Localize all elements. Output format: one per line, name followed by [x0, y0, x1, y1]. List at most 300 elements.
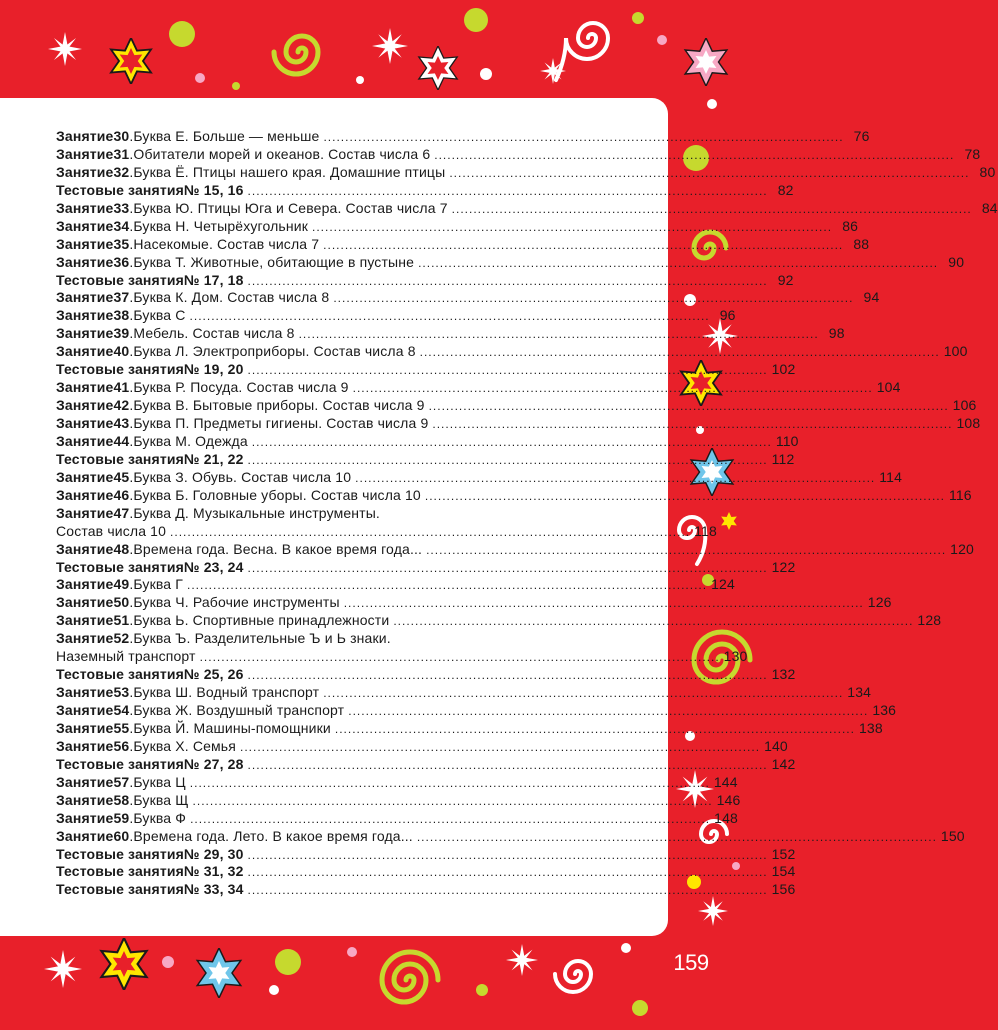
toc-entry	[56, 881, 796, 899]
entry-title: Буква Ъ. Разделительные Ъ и Ь знаки.	[133, 630, 391, 647]
lime-dot	[632, 1000, 648, 1016]
toc-entry	[56, 666, 796, 684]
lime-dot	[275, 949, 301, 975]
entry-sep: .	[129, 684, 134, 701]
entry-title: Буква Л. Электроприборы. Состав числа 8	[133, 343, 416, 360]
entry-sep: .	[129, 253, 134, 270]
sparkle-icon	[44, 950, 82, 988]
white-dot	[621, 943, 631, 953]
entry-number: 30	[113, 128, 130, 144]
entry-sep: .	[129, 307, 134, 324]
lime-dot	[476, 984, 488, 996]
entry-page: 114	[879, 468, 903, 485]
entry-title: Буква Г	[133, 576, 183, 593]
pink-dot	[347, 947, 357, 957]
entry-number: 47	[113, 504, 130, 521]
toc-entry	[56, 307, 736, 325]
leader-dots: ........................................................................................................................	[247, 757, 768, 772]
entry-number: 56	[113, 737, 130, 754]
entry-page: 78	[964, 145, 981, 162]
toc-entry	[56, 845, 796, 864]
entry-page: 80	[979, 163, 996, 180]
entry-number: 35	[113, 235, 130, 252]
leader-dots: ........................................................................................................................	[247, 452, 768, 467]
leader-dots: ........................................................................................................................	[333, 291, 854, 306]
star-icon	[197, 948, 241, 998]
entry-number: 36	[113, 253, 130, 270]
entry-page: 122	[771, 558, 796, 575]
entry-sep: .	[129, 397, 134, 414]
entry-sep: .	[129, 594, 134, 611]
leader-dots: ........................................................................................................................	[247, 183, 768, 198]
toc-entry	[56, 809, 738, 828]
entry-sep: .	[129, 486, 134, 503]
toc-entry	[56, 594, 892, 612]
entry-number: 57	[113, 773, 130, 790]
entry-number: № 19, 20	[183, 361, 244, 378]
white-dot	[480, 68, 492, 80]
entry-page: 100	[943, 343, 968, 360]
entry-number: 45	[113, 468, 130, 485]
entry-page: 76	[853, 128, 870, 144]
page-number: 159	[673, 950, 709, 975]
white-dot	[269, 985, 279, 995]
entry-number: 39	[113, 325, 130, 342]
entry-title: Буква Т. Животные, обитающие в пустыне	[133, 253, 415, 270]
entry-sep: .	[129, 773, 134, 790]
entry-label: Занятие	[56, 684, 114, 701]
entry-label: Тестовые занятия	[56, 450, 184, 467]
toc-entry	[56, 791, 741, 810]
entry-number: № 15, 16	[183, 181, 244, 198]
entry-page: 144	[713, 773, 738, 790]
entry-title: Буква Ж. Воздушный транспорт	[133, 702, 345, 718]
entry-label: Тестовые занятия	[56, 558, 184, 575]
entry-sep: .	[129, 612, 134, 629]
leader-dots: ........................................................................................................................	[192, 793, 713, 808]
entry-label: Занятие	[56, 163, 114, 180]
entry-number: № 17, 18	[183, 271, 244, 288]
leader-dots: ........................................................................................................................	[247, 363, 768, 378]
entry-page: 138	[858, 719, 883, 736]
entry-label: Занятие	[56, 630, 114, 647]
entry-page: 86	[842, 217, 859, 234]
toc-entry	[56, 181, 794, 200]
entry-number: № 29, 30	[183, 845, 244, 862]
entry-label: Тестовые занятия	[56, 845, 184, 862]
entry-sep: .	[129, 199, 134, 216]
entry-number: 41	[113, 379, 130, 396]
entry-number: 53	[113, 684, 130, 701]
entry-label: Занятие	[56, 145, 114, 162]
entry-label: Занятие	[56, 486, 114, 503]
entry-sep: .	[129, 163, 134, 180]
entry-label: Занятие	[56, 343, 114, 360]
entry-number: 31	[113, 145, 130, 162]
entry-number: 33	[113, 199, 130, 216]
lime-dot	[169, 21, 195, 47]
entry-number: 59	[113, 809, 130, 826]
star-icon	[419, 46, 457, 90]
leader-dots: ........................................................................................................................	[311, 219, 833, 234]
entry-page: 140	[764, 737, 788, 754]
leader-dots: ........................................................................................................................	[298, 327, 819, 342]
entry-page: 154	[771, 863, 796, 880]
toc-entry	[56, 468, 903, 487]
entry-title: Буква З. Обувь. Состав числа 10	[133, 468, 352, 485]
toc-entry	[56, 630, 612, 648]
entry-page: 146	[716, 791, 741, 808]
leader-dots: ........................................................................................................................	[247, 560, 768, 575]
entry-title: Буква Е. Больше — меньше	[133, 128, 320, 144]
entry-page: 110	[775, 432, 799, 449]
entry-title: Буква Ё. Птицы нашего края. Домашние птицы	[133, 163, 446, 180]
entry-title: Времена года. Лето. В какое время года...	[133, 827, 413, 844]
leader-dots: ........................................................................................................................	[426, 542, 947, 557]
swirl-icon	[556, 23, 608, 80]
leader-dots: ........................................................................................................................	[199, 650, 720, 665]
leader-dots: ........................................................................................................................	[247, 273, 768, 288]
entry-page: 88	[853, 235, 870, 252]
entry-label: Занятие	[56, 128, 114, 144]
entry-sep: .	[129, 128, 134, 144]
sparkle-icon	[698, 896, 728, 926]
toc-entry	[56, 199, 998, 218]
leader-dots: ........................................................................................................................	[393, 614, 914, 629]
entry-number: 52	[113, 630, 130, 647]
swirl-icon	[274, 36, 318, 74]
entry-label: Занятие	[56, 719, 114, 736]
entry-page: 124	[711, 576, 735, 593]
swirl-icon	[555, 961, 591, 992]
entry-label: Тестовые занятия	[56, 271, 184, 288]
entry-sep: .	[129, 415, 134, 431]
entry-page: 134	[847, 684, 872, 701]
entry-title: Буква Й. Машины-помощники	[133, 719, 331, 736]
leader-dots: ........................................................................................................................	[247, 668, 768, 683]
entry-label: Занятие	[56, 576, 114, 593]
entry-title: Мебель. Состав числа 8	[133, 325, 295, 342]
entry-label: Занятие	[56, 827, 114, 844]
entry-title: Буква Д. Музыкальные инструменты.	[133, 504, 380, 521]
entry-page: 102	[771, 361, 796, 378]
leader-dots: ........................................................................................................................	[247, 883, 768, 898]
entry-page: 148	[714, 809, 738, 826]
entry-page: 94	[863, 289, 880, 306]
leader-dots: ........................................................................................................................	[247, 865, 768, 880]
entry-number: 55	[113, 719, 130, 736]
leader-dots: ........................................................................................................................	[449, 165, 970, 180]
toc-entry	[56, 271, 794, 290]
white-dot	[707, 99, 717, 109]
toc-entry	[56, 648, 748, 666]
entry-number: 49	[113, 576, 130, 593]
entry-sep: .	[129, 809, 134, 826]
entry-sep: .	[129, 325, 134, 342]
entry-page: 98	[828, 325, 845, 342]
star-icon	[685, 38, 727, 86]
entry-label: Занятие	[56, 415, 114, 431]
entry-page: 106	[952, 397, 977, 414]
entry-label: Тестовые занятия	[56, 361, 184, 378]
entry-page: 120	[950, 540, 974, 557]
entry-number: № 27, 28	[183, 755, 244, 772]
toc-entry	[56, 289, 880, 307]
entry-label: Занятие	[56, 594, 114, 611]
entry-label: Занятие	[56, 235, 114, 252]
leader-dots: ........................................................................................................................	[239, 739, 761, 754]
entry-page: 82	[777, 181, 794, 198]
leader-dots: ........................................................................................................................	[451, 201, 972, 216]
lime-dot	[464, 8, 488, 32]
entry-number: 54	[113, 702, 130, 718]
entry-label: Занятие	[56, 773, 114, 790]
entry-label: Занятие	[56, 199, 114, 216]
toc-entry	[56, 432, 799, 451]
entry-label: Занятие	[56, 289, 114, 306]
entry-page: 142	[771, 755, 796, 772]
leader-dots: ........................................................................................................................	[323, 686, 844, 701]
star-icon	[101, 938, 146, 990]
entry-title: Буква П. Предметы гигиены. Состав числа 9	[133, 415, 429, 431]
entry-number: 38	[113, 307, 130, 324]
entry-sep: .	[129, 737, 134, 754]
entry-number: 40	[113, 343, 130, 360]
entry-title: Обитатели морей и океанов. Состав числа 6	[133, 145, 431, 162]
entry-number: 37	[113, 289, 130, 306]
entry-label: Занятие	[56, 791, 114, 808]
entry-sep: .	[129, 791, 134, 808]
entry-label: Занятие	[56, 379, 114, 396]
toc-entry	[56, 415, 981, 433]
entry-title: Буква Н. Четырёхугольник	[133, 217, 308, 234]
entry-number: № 25, 26	[183, 666, 244, 683]
toc-entry	[56, 522, 717, 541]
entry-number: 32	[113, 163, 130, 180]
entry-label: Тестовые занятия	[56, 881, 184, 898]
entry-title-continued: Наземный транспорт	[56, 648, 196, 665]
toc-entry	[56, 379, 901, 397]
entry-title: Буква Ф	[133, 809, 187, 826]
entry-sep: .	[129, 217, 134, 234]
entry-title: Буква Ю. Птицы Юга и Севера. Состав числа 7	[133, 199, 448, 216]
entry-title: Буква К. Дом. Состав числа 8	[133, 289, 330, 306]
leader-dots: ........................................................................................................................	[355, 470, 876, 485]
sparkle-icon	[372, 28, 408, 64]
entry-title: Буква Б. Головные уборы. Состав числа 10	[133, 486, 421, 503]
entry-title: Буква Ш. Водный транспорт	[133, 684, 320, 701]
entry-number: 58	[113, 791, 130, 808]
entry-number: 46	[113, 486, 130, 503]
pink-dot	[162, 956, 174, 968]
toc-entry	[56, 558, 796, 577]
leader-dots: ........................................................................................................................	[434, 147, 955, 162]
entry-sep: .	[129, 630, 134, 647]
entry-page: 92	[777, 271, 794, 288]
leader-dots: ........................................................................................................................	[323, 237, 844, 252]
leader-dots: ........................................................................................................................	[424, 488, 945, 503]
entry-number: 50	[113, 594, 130, 611]
entry-label: Занятие	[56, 504, 114, 521]
entry-page: 112	[771, 450, 795, 467]
entry-page: 152	[771, 845, 796, 862]
pink-dot	[195, 73, 205, 83]
swirl-icon	[382, 952, 438, 1002]
entry-label: Занятие	[56, 809, 114, 826]
entry-page: 84	[981, 199, 998, 216]
lime-dot	[232, 82, 240, 90]
entry-page: 156	[771, 881, 796, 898]
entry-title: Буква В. Бытовые приборы. Состав числа 9	[133, 397, 425, 414]
entry-page: 136	[872, 702, 897, 718]
leader-dots: ........................................................................................................................	[418, 255, 939, 270]
entry-title: Времена года. Весна. В какое время года...	[133, 540, 423, 557]
leader-dots: ........................................................................................................................	[170, 524, 691, 539]
star-icon	[111, 38, 151, 84]
toc-entry	[56, 576, 735, 594]
entry-number: 34	[113, 217, 130, 234]
entry-label: Тестовые занятия	[56, 863, 184, 880]
toc-entry	[56, 343, 968, 361]
entry-title: Буква Ц	[133, 773, 186, 790]
entry-label: Занятие	[56, 253, 114, 270]
table-of-contents	[56, 128, 998, 899]
leader-dots: ........................................................................................................................	[348, 704, 869, 718]
toc-entry	[56, 702, 897, 720]
entry-number: 48	[113, 540, 130, 557]
entry-label: Занятие	[56, 737, 114, 754]
entry-page: 132	[771, 666, 796, 683]
entry-sep: .	[129, 289, 134, 306]
entry-sep: .	[129, 576, 134, 593]
leader-dots: ........................................................................................................................	[190, 811, 711, 826]
entry-page: 90	[948, 253, 965, 270]
toc-entry	[56, 128, 870, 146]
entry-page: 116	[948, 486, 972, 503]
toc-entry	[56, 827, 965, 846]
entry-title: Буква М. Одежда	[133, 432, 248, 449]
entry-page: 96	[719, 307, 736, 324]
toc-entry	[56, 235, 870, 254]
entry-page: 126	[867, 594, 892, 611]
entry-number: 51	[113, 612, 130, 629]
toc-entry	[56, 361, 796, 379]
entry-label: Тестовые занятия	[56, 181, 184, 198]
entry-label: Занятие	[56, 702, 114, 718]
entry-number: 43	[113, 415, 130, 431]
toc-entry	[56, 253, 965, 272]
entry-sep: .	[129, 468, 134, 485]
leader-dots: ........................................................................................................................	[428, 399, 949, 414]
entry-label: Занятие	[56, 307, 114, 324]
toc-entry	[56, 397, 977, 415]
toc-entry	[56, 486, 972, 505]
entry-sep: .	[129, 827, 134, 844]
leader-dots: ........................................................................................................................	[343, 596, 864, 611]
entry-page: 104	[876, 379, 901, 396]
entry-sep: .	[129, 504, 134, 521]
leader-dots: ........................................................................................................................	[419, 345, 940, 360]
toc-entry	[56, 684, 872, 702]
toc-entry	[56, 505, 612, 523]
toc-entry	[56, 719, 883, 738]
toc-entry	[56, 612, 942, 630]
entry-page: 150	[940, 827, 965, 844]
entry-label: Тестовые занятия	[56, 666, 184, 683]
sparkle-icon	[48, 32, 82, 66]
entry-page: 118	[694, 522, 717, 539]
entry-sep: .	[129, 719, 134, 736]
entry-label: Занятие	[56, 540, 114, 557]
toc-entry	[56, 540, 974, 559]
entry-label: Занятие	[56, 468, 114, 485]
pink-dot	[657, 35, 667, 45]
entry-number: 42	[113, 397, 130, 414]
toc-entry	[56, 163, 996, 182]
entry-title: Буква С	[133, 307, 186, 324]
entry-sep: .	[129, 343, 134, 360]
entry-sep: .	[129, 432, 134, 449]
toc-entry	[56, 773, 738, 792]
toc-entry	[56, 863, 796, 881]
leader-dots: ........................................................................................................................	[432, 417, 953, 431]
leader-dots: ........................................................................................................................	[334, 721, 855, 736]
entry-page: 130	[723, 648, 748, 665]
entry-label: Занятие	[56, 217, 114, 234]
entry-title: Буква Щ	[133, 791, 189, 808]
entry-title: Буква Х. Семья	[133, 737, 236, 754]
entry-number: 60	[113, 827, 130, 844]
toc-entry	[56, 325, 845, 343]
toc-entry	[56, 217, 859, 236]
entry-page: 128	[917, 612, 942, 629]
entry-title: Буква Р. Посуда. Состав числа 9	[133, 379, 349, 396]
leader-dots: ........................................................................................................................	[189, 775, 710, 790]
entry-number: № 33, 34	[183, 881, 244, 898]
entry-label: Занятие	[56, 432, 114, 449]
entry-label: Занятие	[56, 397, 114, 414]
entry-sep: .	[129, 145, 134, 162]
leader-dots: ........................................................................................................................	[189, 309, 710, 324]
entry-title: Буква Ч. Рабочие инструменты	[133, 594, 340, 611]
entry-sep: .	[129, 235, 134, 252]
entry-page: 108	[956, 415, 981, 431]
toc-entry	[56, 755, 796, 774]
entry-number: № 31, 32	[183, 863, 244, 880]
entry-number: № 21, 22	[183, 450, 244, 467]
leader-dots: ........................................................................................................................	[247, 847, 768, 862]
entry-title: Насекомые. Состав числа 7	[133, 235, 320, 252]
toc-entry	[56, 450, 795, 469]
entry-title: Буква Ь. Спортивные принадлежности	[133, 612, 390, 629]
toc-entry	[56, 737, 788, 756]
leader-dots: ........................................................................................................................	[251, 434, 772, 449]
leader-dots: ........................................................................................................................	[323, 130, 844, 144]
entry-label: Занятие	[56, 325, 114, 342]
entry-sep: .	[129, 702, 134, 718]
leader-dots: ........................................................................................................................	[352, 381, 873, 396]
leader-dots: ........................................................................................................................	[416, 829, 937, 844]
entry-title-continued: Состав числа 10	[56, 522, 167, 539]
entry-number: № 23, 24	[183, 558, 244, 575]
lime-dot	[632, 12, 644, 24]
entry-label: Тестовые занятия	[56, 755, 184, 772]
toc-entry	[56, 145, 981, 164]
entry-sep: .	[129, 540, 134, 557]
entry-sep: .	[129, 379, 134, 396]
leader-dots: ........................................................................................................................	[187, 578, 708, 593]
sparkle-icon	[506, 944, 538, 976]
